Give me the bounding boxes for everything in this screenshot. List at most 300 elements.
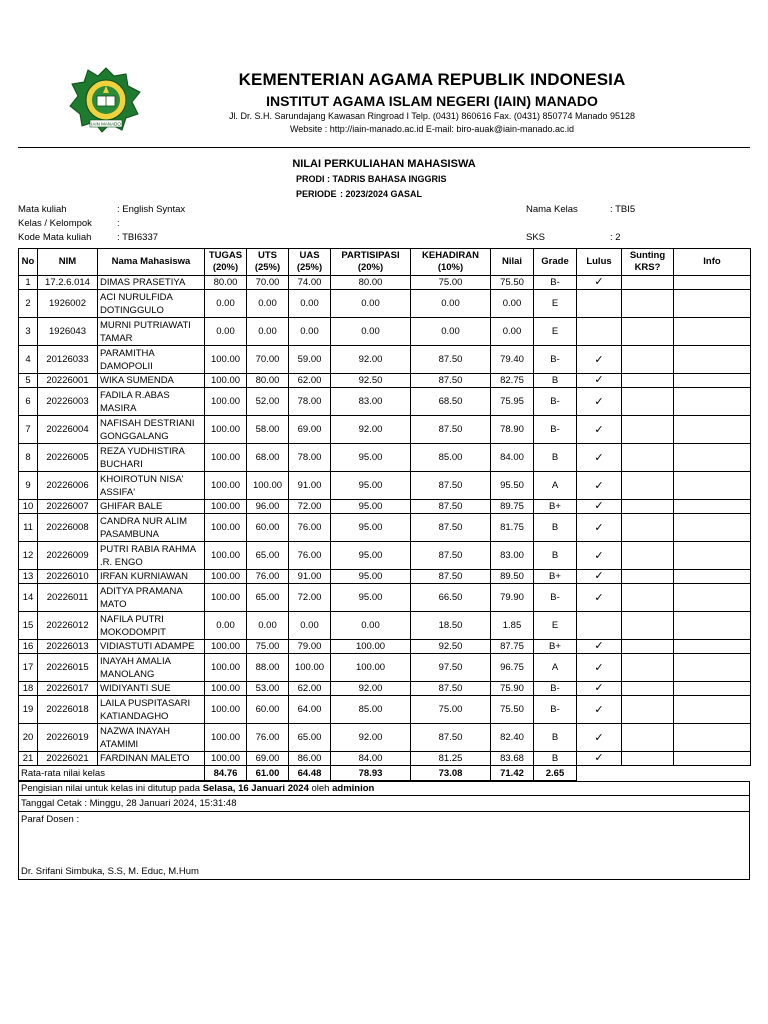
cell-sunting	[622, 584, 674, 612]
cell-no: 14	[19, 584, 38, 612]
cell-info	[674, 290, 751, 318]
table-row	[19, 542, 751, 570]
prodi-value: : TADRIS BAHASA INGGRIS	[327, 174, 447, 184]
mata-kuliah-value: : English Syntax	[117, 204, 186, 215]
cell-tugas: 100.00	[205, 416, 247, 444]
cell-uas: 78.00	[289, 388, 331, 416]
cell-grade: B	[534, 542, 577, 570]
cell-kehadiran: 75.00	[411, 696, 491, 724]
cell-nim: 17.2.6.014	[38, 276, 98, 290]
student-name-line: INAYAH AMALIA	[100, 655, 171, 667]
student-name-line: PARAMITHA	[100, 347, 155, 359]
avg-empty	[674, 766, 751, 781]
table-row	[19, 318, 751, 346]
cell-sunting	[622, 374, 674, 388]
cell-uts: 0.00	[247, 612, 289, 640]
cell-tugas: 100.00	[205, 472, 247, 500]
cell-tugas: 100.00	[205, 542, 247, 570]
cell-uas: 86.00	[289, 752, 331, 766]
cell-kehadiran: 87.50	[411, 724, 491, 752]
cell-uts: 80.00	[247, 374, 289, 388]
cell-name	[98, 290, 205, 318]
avg-uas: 64.48	[289, 766, 331, 781]
cell-partisipasi: 83.00	[331, 388, 411, 416]
ministry-name: KEMENTERIAN AGAMA REPUBLIK INDONESIA	[238, 70, 626, 89]
student-name-line: TAMAR	[100, 332, 133, 344]
cell-lulus	[577, 290, 622, 318]
col-no: No	[19, 249, 38, 276]
cell-uas: 78.00	[289, 444, 331, 472]
cell-kehadiran: 75.00	[411, 276, 491, 290]
cell-uts: 65.00	[247, 542, 289, 570]
cell-info	[674, 514, 751, 542]
cell-no: 4	[19, 346, 38, 374]
cell-tugas: 100.00	[205, 444, 247, 472]
cell-grade: B-	[534, 584, 577, 612]
avg-empty	[577, 766, 622, 781]
table-row	[19, 276, 751, 290]
student-name-line: .R. ENGO	[100, 556, 143, 568]
cell-nilai: 95.50	[491, 472, 534, 500]
closing-note: Pengisian nilai untuk kelas ini ditutup pada Selasa, 16 Januari 2024 oleh adminion	[18, 781, 750, 796]
cell-sunting	[622, 640, 674, 654]
cell-info	[674, 472, 751, 500]
kelas-label: Kelas / Kelompok	[18, 218, 92, 229]
cell-lulus: ✓	[577, 640, 622, 654]
cell-uts: 70.00	[247, 346, 289, 374]
cell-grade: B	[534, 374, 577, 388]
cell-partisipasi: 100.00	[331, 654, 411, 682]
cell-nim: 20226015	[38, 654, 98, 682]
student-name-line: LAILA PUSPITASARI	[100, 697, 191, 709]
cell-partisipasi: 92.00	[331, 724, 411, 752]
student-name-line: MURNI PUTRIAWATI	[100, 319, 191, 331]
cell-info	[674, 276, 751, 290]
print-date: Tanggal Cetak : Minggu, 28 Januari 2024, 15:31:48	[18, 796, 750, 812]
cell-lulus: ✓	[577, 374, 622, 388]
cell-nilai: 75.90	[491, 682, 534, 696]
student-name-line: FADILA R.ABAS	[100, 389, 170, 401]
cell-name	[98, 374, 205, 388]
cell-nim: 20126033	[38, 346, 98, 374]
cell-uts: 69.00	[247, 752, 289, 766]
student-name-line: WIKA SUMENDA	[100, 375, 174, 386]
cell-nilai: 89.50	[491, 570, 534, 584]
prodi-label: PRODI	[296, 174, 325, 184]
cell-no: 11	[19, 514, 38, 542]
letterhead	[0, 60, 768, 150]
cell-name	[98, 570, 205, 584]
cell-lulus: ✓	[577, 500, 622, 514]
cell-nim: 20226003	[38, 388, 98, 416]
cell-kehadiran: 87.50	[411, 542, 491, 570]
table-row	[19, 500, 751, 514]
cell-grade: A	[534, 472, 577, 500]
cell-tugas: 100.00	[205, 500, 247, 514]
student-name-line: NAFISAH DESTRIANI	[100, 417, 195, 429]
cell-tugas: 80.00	[205, 276, 247, 290]
cell-nim: 20226019	[38, 724, 98, 752]
cell-no: 13	[19, 570, 38, 584]
cell-nim: 20226005	[38, 444, 98, 472]
student-name-line: ASSIFA'	[100, 486, 136, 498]
cell-nim: 20226011	[38, 584, 98, 612]
cell-nilai: 75.95	[491, 388, 534, 416]
student-name-line: BUCHARI	[100, 458, 143, 470]
cell-grade: B-	[534, 416, 577, 444]
cell-uas: 62.00	[289, 682, 331, 696]
cell-sunting	[622, 724, 674, 752]
cell-uas: 91.00	[289, 570, 331, 584]
cell-lulus	[577, 318, 622, 346]
cell-sunting	[622, 654, 674, 682]
cell-partisipasi: 0.00	[331, 612, 411, 640]
periode-label: PERIODE	[296, 189, 337, 199]
cell-name	[98, 472, 205, 500]
cell-lulus: ✓	[577, 654, 622, 682]
cell-sunting	[622, 290, 674, 318]
avg-tugas: 84.76	[205, 766, 247, 781]
cell-kehadiran: 66.50	[411, 584, 491, 612]
cell-partisipasi: 95.00	[331, 472, 411, 500]
cell-info	[674, 374, 751, 388]
cell-no: 18	[19, 682, 38, 696]
cell-uas: 0.00	[289, 290, 331, 318]
table-row	[19, 374, 751, 388]
cell-lulus: ✓	[577, 570, 622, 584]
table-row	[19, 472, 751, 500]
table-row	[19, 612, 751, 640]
kode-value: : TBI6337	[117, 232, 159, 243]
cell-sunting	[622, 542, 674, 570]
col-info: Info	[674, 249, 751, 276]
cell-lulus: ✓	[577, 276, 622, 290]
cell-kehadiran: 87.50	[411, 472, 491, 500]
cell-tugas: 100.00	[205, 724, 247, 752]
cell-kehadiran: 87.50	[411, 514, 491, 542]
cell-nim: 20226012	[38, 612, 98, 640]
cell-nim: 20226013	[38, 640, 98, 654]
cell-grade: B	[534, 514, 577, 542]
cell-sunting	[622, 472, 674, 500]
cell-name	[98, 682, 205, 696]
student-name-line: DIMAS PRASETIYA	[100, 277, 186, 288]
student-name-line: GHIFAR BALE	[100, 501, 163, 512]
cell-kehadiran: 87.50	[411, 570, 491, 584]
cell-kehadiran: 87.50	[411, 416, 491, 444]
cell-name	[98, 640, 205, 654]
cell-uts: 53.00	[247, 682, 289, 696]
cell-partisipasi: 92.00	[331, 346, 411, 374]
cell-uts: 52.00	[247, 388, 289, 416]
cell-nim: 20226001	[38, 374, 98, 388]
cell-lulus: ✓	[577, 514, 622, 542]
cell-nilai: 1.85	[491, 612, 534, 640]
cell-no: 17	[19, 654, 38, 682]
cell-lulus: ✓	[577, 724, 622, 752]
cell-sunting	[622, 682, 674, 696]
cell-partisipasi: 85.00	[331, 696, 411, 724]
cell-partisipasi: 84.00	[331, 752, 411, 766]
cell-uas: 65.00	[289, 724, 331, 752]
cell-nim: 20226018	[38, 696, 98, 724]
cell-uts: 68.00	[247, 444, 289, 472]
cell-sunting	[622, 318, 674, 346]
col-lulus: Lulus	[577, 249, 622, 276]
cell-partisipasi: 95.00	[331, 514, 411, 542]
cell-lulus: ✓	[577, 472, 622, 500]
cell-no: 7	[19, 416, 38, 444]
cell-no: 12	[19, 542, 38, 570]
cell-grade: B-	[534, 696, 577, 724]
cell-nilai: 96.75	[491, 654, 534, 682]
cell-grade: B-	[534, 276, 577, 290]
cell-uts: 88.00	[247, 654, 289, 682]
institute-name: INSTITUT AGAMA ISLAM NEGERI (IAIN) MANADO	[266, 93, 598, 109]
cell-lulus: ✓	[577, 444, 622, 472]
cell-no: 8	[19, 444, 38, 472]
col-tugas: TUGAS (20%)	[205, 249, 247, 276]
kelas-value: :	[117, 218, 120, 229]
table-row	[19, 570, 751, 584]
cell-sunting	[622, 346, 674, 374]
mata-kuliah-label: Mata kuliah	[18, 204, 67, 215]
cell-name	[98, 654, 205, 682]
cell-no: 15	[19, 612, 38, 640]
cell-partisipasi: 100.00	[331, 640, 411, 654]
table-row	[19, 444, 751, 472]
cell-info	[674, 682, 751, 696]
student-name-line: REZA YUDHISTIRA	[100, 445, 185, 457]
student-name-line: DOTINGGULO	[100, 304, 164, 316]
cell-info	[674, 346, 751, 374]
cell-uas: 76.00	[289, 542, 331, 570]
cell-info	[674, 612, 751, 640]
cell-lulus: ✓	[577, 542, 622, 570]
cell-tugas: 100.00	[205, 682, 247, 696]
student-name-line: NAFILA PUTRI	[100, 613, 164, 625]
cell-grade: B	[534, 752, 577, 766]
sks-label: SKS	[526, 232, 546, 243]
table-row	[19, 416, 751, 444]
student-name-line: PUTRI RABIA RAHMA	[100, 543, 197, 555]
student-name-line: KHOIROTUN NISA'	[100, 473, 184, 485]
avg-nilai: 71.42	[491, 766, 534, 781]
sks-value: : 2	[610, 232, 621, 243]
table-header-row	[19, 249, 751, 276]
cell-no: 2	[19, 290, 38, 318]
cell-nilai: 83.00	[491, 542, 534, 570]
nama-kelas-value: : TBI5	[610, 204, 636, 215]
cell-uas: 72.00	[289, 500, 331, 514]
cell-kehadiran: 85.00	[411, 444, 491, 472]
kode-label: Kode Mata kuliah	[18, 232, 92, 243]
cell-kehadiran: 92.50	[411, 640, 491, 654]
cell-grade: E	[534, 290, 577, 318]
cell-partisipasi: 0.00	[331, 290, 411, 318]
periode-value: : 2023/2024 GASAL	[340, 189, 423, 199]
cell-tugas: 100.00	[205, 388, 247, 416]
cell-kehadiran: 68.50	[411, 388, 491, 416]
cell-name	[98, 444, 205, 472]
cell-partisipasi: 95.00	[331, 584, 411, 612]
website: Website : http://iain-manado.ac.id E-mail: biro-auak@iain-manado.ac.id	[289, 124, 575, 134]
cell-uts: 0.00	[247, 290, 289, 318]
cell-partisipasi: 95.00	[331, 500, 411, 514]
col-kehadiran: KEHADIRAN (10%)	[411, 249, 491, 276]
col-uts: UTS (25%)	[247, 249, 289, 276]
cell-sunting	[622, 444, 674, 472]
cell-nilai: 79.90	[491, 584, 534, 612]
cell-nim: 20226017	[38, 682, 98, 696]
cell-tugas: 100.00	[205, 696, 247, 724]
student-name-line: CANDRA NUR ALIM	[100, 515, 188, 527]
cell-info	[674, 752, 751, 766]
cell-uts: 76.00	[247, 570, 289, 584]
table-row	[19, 752, 751, 766]
cell-uas: 0.00	[289, 318, 331, 346]
signature-box	[18, 812, 750, 880]
cell-uas: 59.00	[289, 346, 331, 374]
cell-kehadiran: 87.50	[411, 682, 491, 696]
table-row	[19, 682, 751, 696]
cell-lulus: ✓	[577, 388, 622, 416]
lecturer-name: Dr. Srifani Simbuka, S.S, M. Educ, M.Hum	[21, 866, 199, 877]
cell-name	[98, 724, 205, 752]
cell-nim: 20226006	[38, 472, 98, 500]
cell-info	[674, 654, 751, 682]
cell-nilai: 82.75	[491, 374, 534, 388]
cell-nilai: 75.50	[491, 696, 534, 724]
cell-kehadiran: 87.50	[411, 374, 491, 388]
cell-name	[98, 388, 205, 416]
cell-lulus: ✓	[577, 696, 622, 724]
cell-tugas: 100.00	[205, 752, 247, 766]
cell-partisipasi: 92.00	[331, 682, 411, 696]
svg-text:IAIN MANADO: IAIN MANADO	[91, 121, 121, 127]
cell-no: 3	[19, 318, 38, 346]
cell-kehadiran: 87.50	[411, 500, 491, 514]
cell-lulus: ✓	[577, 752, 622, 766]
student-name-line: VIDIASTUTI ADAMPE	[100, 641, 195, 652]
cell-tugas: 0.00	[205, 612, 247, 640]
cell-uas: 76.00	[289, 514, 331, 542]
cell-info	[674, 444, 751, 472]
cell-lulus: ✓	[577, 682, 622, 696]
cell-sunting	[622, 514, 674, 542]
cell-kehadiran: 0.00	[411, 290, 491, 318]
cell-grade: A	[534, 654, 577, 682]
cell-lulus: ✓	[577, 584, 622, 612]
cell-tugas: 100.00	[205, 640, 247, 654]
cell-grade: B+	[534, 640, 577, 654]
table-row	[19, 346, 751, 374]
cell-uas: 62.00	[289, 374, 331, 388]
cell-no: 6	[19, 388, 38, 416]
cell-uts: 96.00	[247, 500, 289, 514]
doc-title: NILAI PERKULIAHAN MAHASISWA	[292, 158, 476, 170]
avg-uts: 61.00	[247, 766, 289, 781]
cell-nilai: 84.00	[491, 444, 534, 472]
cell-grade: B-	[534, 682, 577, 696]
cell-name	[98, 346, 205, 374]
cell-grade: B+	[534, 570, 577, 584]
cell-nim: 20226010	[38, 570, 98, 584]
student-name-line: FARDINAN MALETO	[100, 753, 190, 764]
cell-uts: 70.00	[247, 276, 289, 290]
cell-info	[674, 584, 751, 612]
student-name-line: MASIRA	[100, 402, 137, 414]
avg-kehadiran: 73.08	[411, 766, 491, 781]
cell-name	[98, 612, 205, 640]
cell-uas: 69.00	[289, 416, 331, 444]
cell-uts: 60.00	[247, 514, 289, 542]
student-name-line: ACI NURULFIDA	[100, 291, 173, 303]
cell-uas: 74.00	[289, 276, 331, 290]
cell-sunting	[622, 416, 674, 444]
student-name-line: WIDIYANTI SUE	[100, 683, 171, 694]
cell-no: 10	[19, 500, 38, 514]
cell-tugas: 100.00	[205, 374, 247, 388]
student-name-line: GONGGALANG	[100, 430, 169, 442]
cell-partisipasi: 95.00	[331, 570, 411, 584]
cell-uts: 76.00	[247, 724, 289, 752]
table-row	[19, 696, 751, 724]
cell-uts: 60.00	[247, 696, 289, 724]
cell-grade: B	[534, 724, 577, 752]
cell-no: 16	[19, 640, 38, 654]
cell-partisipasi: 0.00	[331, 318, 411, 346]
table-row	[19, 584, 751, 612]
cell-info	[674, 724, 751, 752]
cell-uts: 100.00	[247, 472, 289, 500]
cell-info	[674, 318, 751, 346]
cell-lulus: ✓	[577, 346, 622, 374]
cell-grade: B	[534, 444, 577, 472]
cell-nilai: 0.00	[491, 318, 534, 346]
cell-nim: 20226004	[38, 416, 98, 444]
col-nama: Nama Mahasiswa	[98, 249, 205, 276]
cell-uts: 58.00	[247, 416, 289, 444]
cell-uts: 75.00	[247, 640, 289, 654]
cell-info	[674, 640, 751, 654]
student-name-line: NAZWA INAYAH	[100, 725, 171, 737]
cell-name	[98, 584, 205, 612]
cell-kehadiran: 97.50	[411, 654, 491, 682]
cell-kehadiran: 87.50	[411, 346, 491, 374]
cell-grade: B-	[534, 388, 577, 416]
cell-grade: E	[534, 612, 577, 640]
cell-no: 21	[19, 752, 38, 766]
cell-nilai: 89.75	[491, 500, 534, 514]
student-name-line: MOKODOMPIT	[100, 626, 166, 638]
cell-partisipasi: 92.50	[331, 374, 411, 388]
cell-uts: 0.00	[247, 318, 289, 346]
cell-nim: 20226008	[38, 514, 98, 542]
cell-info	[674, 570, 751, 584]
cell-info	[674, 388, 751, 416]
student-name-line: MANOLANG	[100, 668, 155, 680]
grades-table	[18, 248, 751, 781]
cell-tugas: 100.00	[205, 514, 247, 542]
col-nilai: Nilai	[491, 249, 534, 276]
cell-tugas: 0.00	[205, 290, 247, 318]
cell-tugas: 0.00	[205, 318, 247, 346]
cell-nilai: 0.00	[491, 290, 534, 318]
cell-info	[674, 696, 751, 724]
cell-nilai: 79.40	[491, 346, 534, 374]
cell-grade: B-	[534, 346, 577, 374]
